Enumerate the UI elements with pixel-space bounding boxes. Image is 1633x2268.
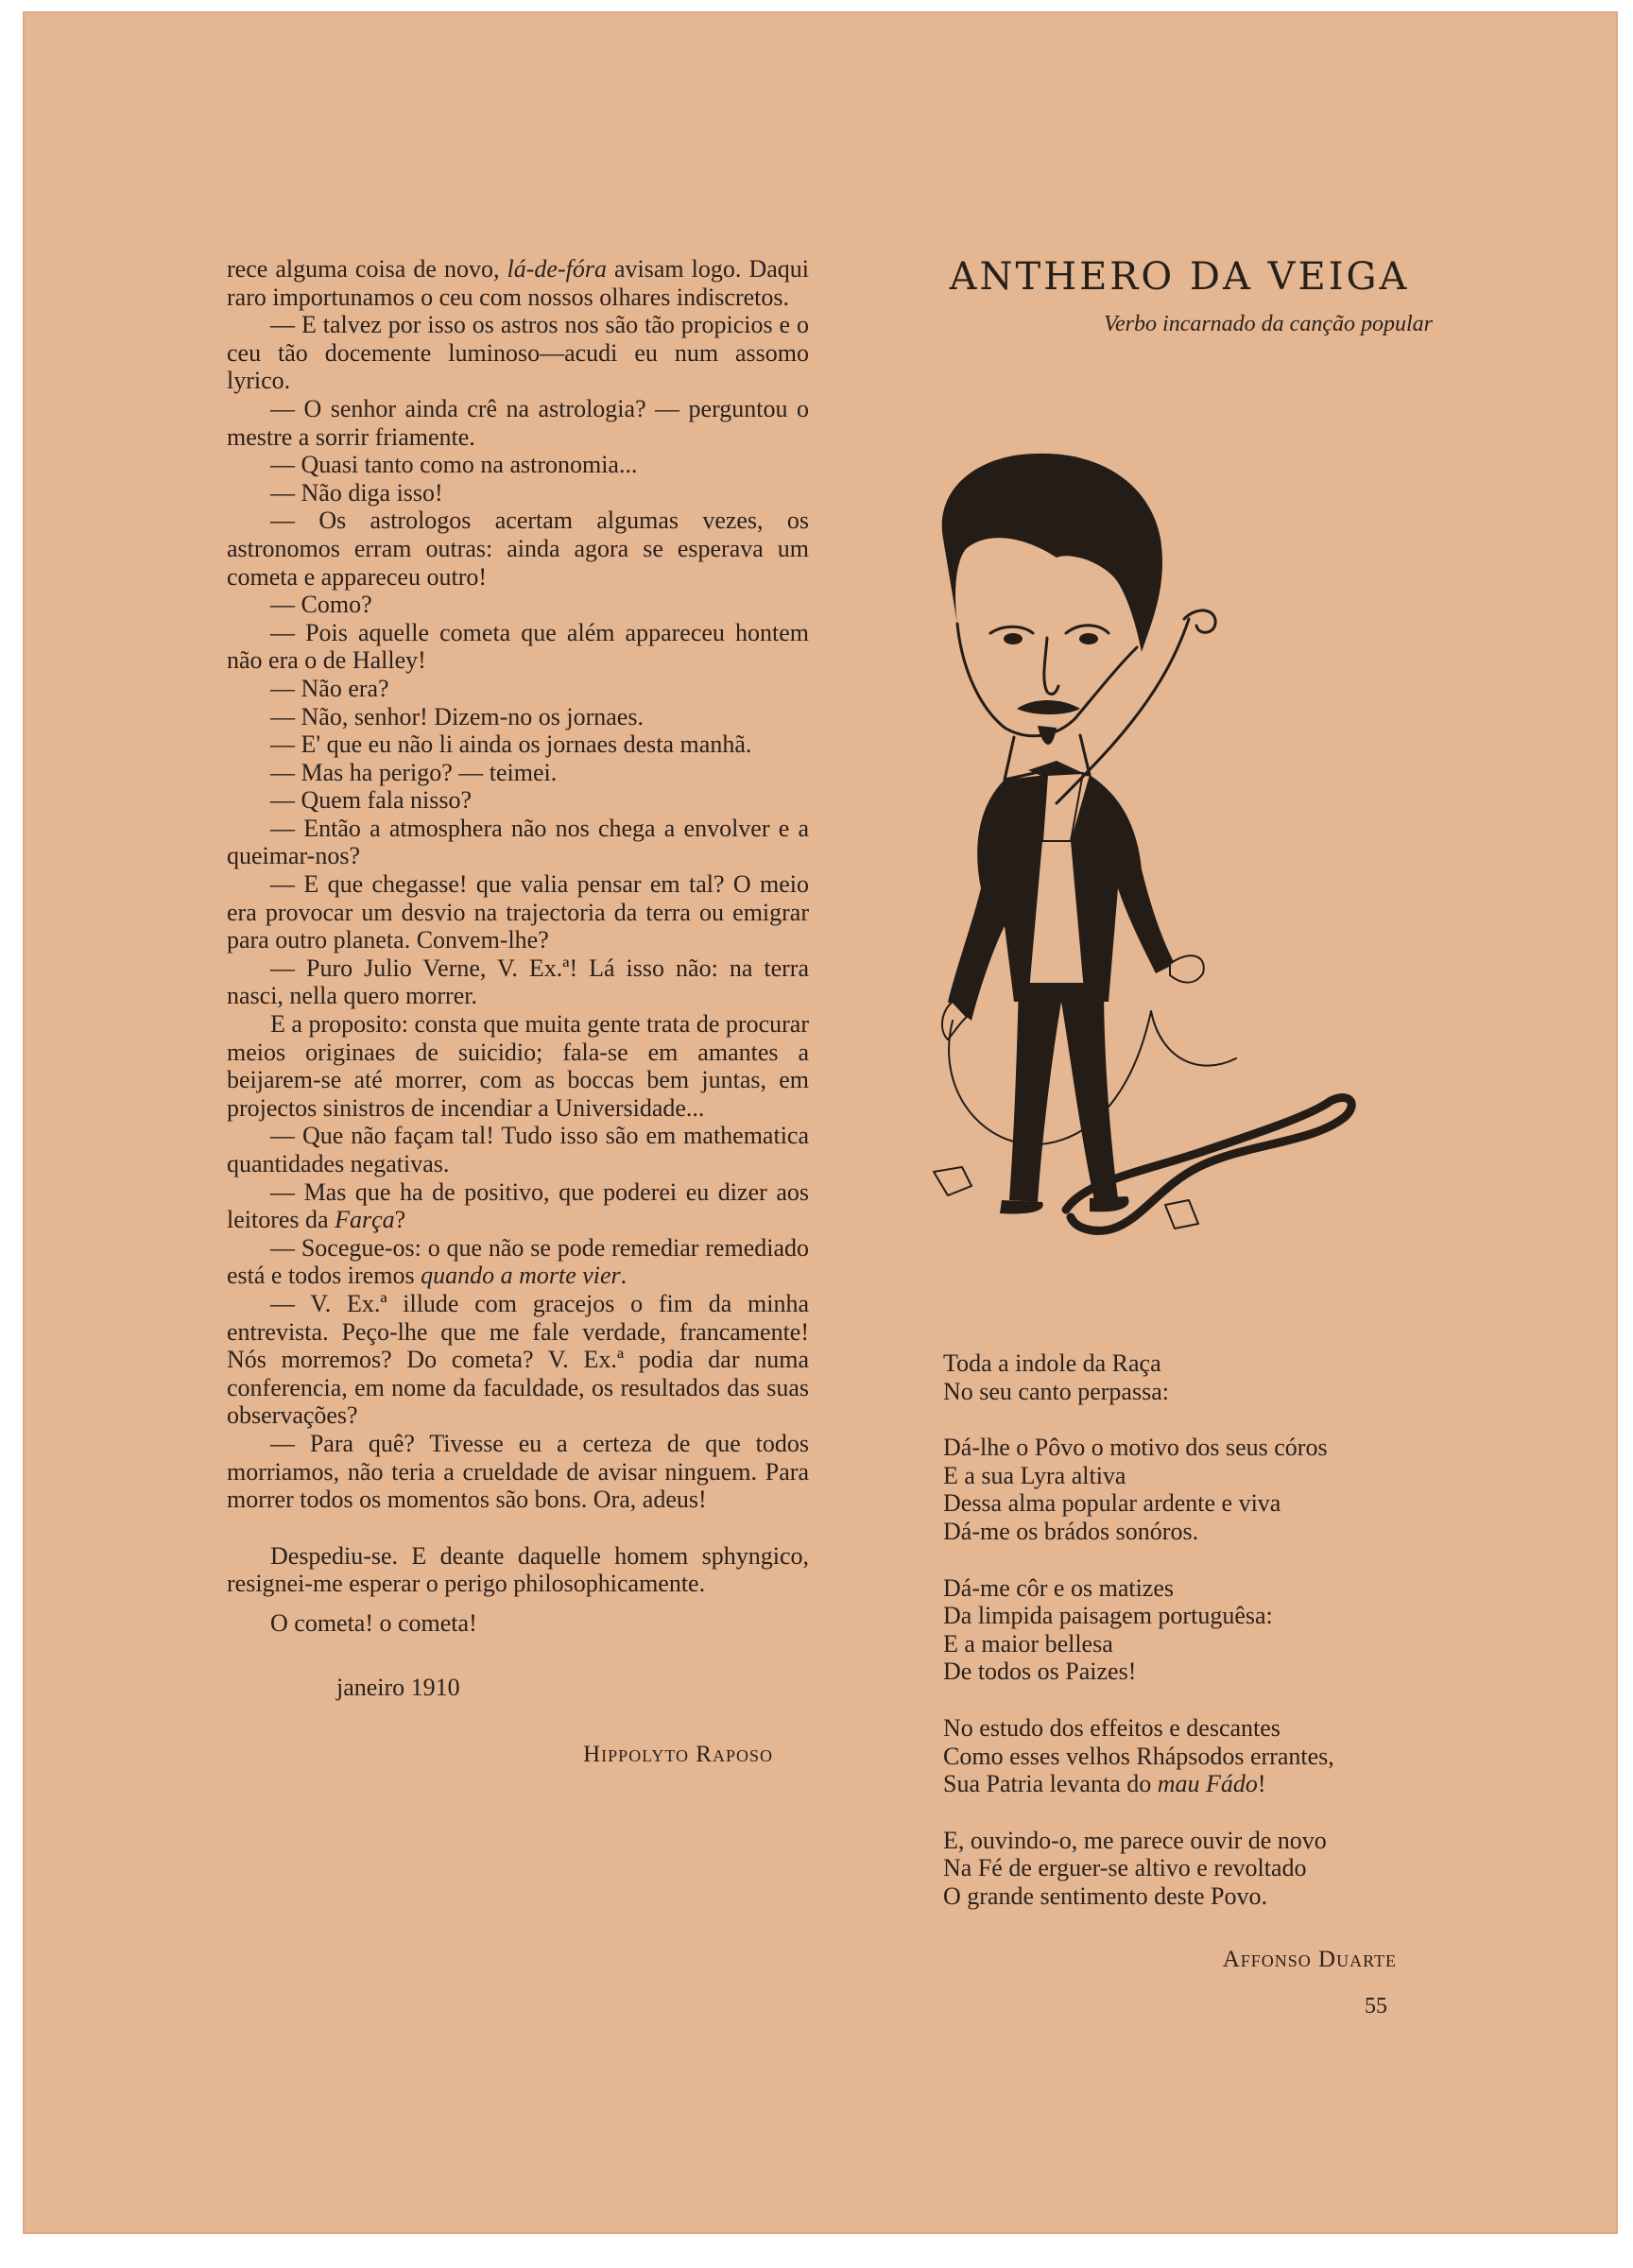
interview-paragraph: — Então a atmosphera não nos chega a envolver e a queimar-nos? xyxy=(227,814,809,870)
author-signature: Hippolyto Raposo xyxy=(583,1742,773,1768)
poem-column xyxy=(915,255,1444,2019)
poem-line: Dá-lhe o Pôvo o motivo dos seus córos xyxy=(943,1434,1328,1462)
left-shoe xyxy=(1000,1200,1043,1214)
poem-stanza xyxy=(943,1349,1453,1405)
poem-stanza xyxy=(943,1434,1453,1545)
interview-paragraph: — E que chegasse! que valia pensar em tal? O meio era provocar um desvio na trajectoria da terra ou emigrar para outro planeta. Convem-lhe? xyxy=(227,870,809,954)
right-pupil xyxy=(1079,633,1098,644)
interview-paragraph: — E' que eu não li ainda os jornaes desta manhã. xyxy=(270,730,752,759)
magazine-page xyxy=(23,11,1618,2234)
interview-paragraph: — Pois aquelle cometa que além appareceu hontem não era o de Halley! xyxy=(227,618,809,675)
poet-signature: Affonso Duarte xyxy=(1222,1947,1397,1972)
left-ribbon xyxy=(934,1167,971,1195)
interview-column xyxy=(227,255,809,1769)
poem-line: Da limpida paisagem portuguêsa: xyxy=(943,1602,1273,1630)
interview-paragraph: — Quem fala nisso? xyxy=(270,786,473,815)
interview-paragraph: — Puro Julio Verne, V. Ex.ª! Lá isso não: na terra nasci, nella quero morrer. xyxy=(227,954,809,1010)
poem-body xyxy=(943,1349,1453,1939)
moustache xyxy=(1017,700,1080,714)
interview-paragraph: — Quasi tanto como na astronomia... xyxy=(270,451,638,479)
goatee xyxy=(1038,726,1057,745)
poem-line: Toda a indole da Raça xyxy=(943,1349,1161,1377)
poem-subtitle: Verbo incarnado da canção popular xyxy=(1104,312,1433,336)
left-pupil xyxy=(1004,633,1023,644)
hair xyxy=(942,454,1162,652)
nose xyxy=(1044,638,1058,694)
interview-paragraph: — Não era? xyxy=(270,674,389,702)
poem-line: Sua Patria levanta do mau Fádo! xyxy=(943,1770,1266,1798)
exclamation-line: O cometa! o cometa! xyxy=(270,1608,477,1637)
poem-stanza xyxy=(943,1714,1453,1798)
poem-line: E a sua Lyra altiva xyxy=(943,1461,1126,1489)
poem-stanza xyxy=(943,1827,1453,1911)
interview-paragraph: — Não diga isso! xyxy=(270,478,443,507)
interview-paragraph: — V. Ex.ª illude com gracejos o fim da minha entrevista. Peço-lhe que me fale verdade, francamente! Nós morremos? Do cometa? V. Ex.ª podia dar numa conferencia, em nome da faculdade, os resultados das suas observações? xyxy=(227,1289,809,1430)
left-eye xyxy=(990,627,1033,633)
right-shoe xyxy=(1090,1196,1129,1211)
poem-line: Dessa alma popular ardente e viva xyxy=(943,1489,1281,1518)
interview-paragraph: rece alguma coisa de novo, lá-de-fóra avisam logo. Daqui raro importunamos o ceu com nossos olhares indiscretos. xyxy=(227,255,809,311)
interview-paragraph: — Que não façam tal! Tudo isso são em mathematica quantidades negativas. xyxy=(227,1122,809,1177)
poem-line: E, ouvindo-o, me parece ouvir de novo xyxy=(943,1826,1327,1854)
poem-line: E a maior bellesa xyxy=(943,1629,1113,1658)
page-number: 55 xyxy=(1365,1994,1387,2019)
date-line: janeiro 1910 xyxy=(336,1673,460,1701)
interview-paragraph: — Para quê? Tivesse eu a certeza de que todos morriamos, não teria a crueldade de avisar ninguem. Para morrer todos os momentos são bons. Ora, adeus! xyxy=(227,1429,809,1514)
interview-paragraph: — Como? xyxy=(270,591,372,619)
closing-paragraph: Despediu-se. E deante daquelle homem sphyngico, resignei-me esperar o perigo philosophicamente. xyxy=(227,1541,809,1598)
poem-line: Dá-me côr e os matizes xyxy=(943,1573,1175,1602)
poem-line: O grande sentimento deste Povo. xyxy=(943,1881,1267,1910)
poem-line: De todos os Paizes! xyxy=(943,1658,1137,1686)
poem-title: ANTHERO DA VEIGA xyxy=(949,255,1410,299)
poem-line: No seu canto perpassa: xyxy=(943,1377,1169,1405)
interview-paragraph: — Mas que ha de positivo, que poderei eu dizer aos leitores da Farça? xyxy=(227,1177,809,1234)
interview-paragraph: — Mas ha perigo? — teimei. xyxy=(270,758,558,786)
poem-line: Na Fé de erguer-se altivo e revoltado xyxy=(943,1854,1307,1882)
poem-line: No estudo dos effeitos e descantes xyxy=(943,1713,1281,1742)
caricature-illustration xyxy=(915,397,1444,1427)
interview-paragraph: — E talvez por isso os astros nos são tão propicios e o ceu tão docemente luminoso—acudi eu num assomo lyrico. xyxy=(227,311,809,395)
trousers xyxy=(1009,983,1118,1202)
interview-paragraph: — Os astrologos acertam algumas vezes, os astronomos erram outras: ainda agora se esperava um cometa e appareceu outro! xyxy=(227,507,809,591)
right-ribbon xyxy=(1165,1200,1198,1228)
interview-paragraph: E a proposito: consta que muita gente trata de procurar meios originaes de suicidio; fala-se em amantes a beijarem-se até morrer, com as boccas bem juntas, em projectos sinistros de incendiar a Universidade... xyxy=(227,1010,809,1122)
poem-line: Como esses velhos Rhápsodos errantes, xyxy=(943,1742,1334,1770)
poem-stanza xyxy=(943,1574,1453,1686)
interview-paragraph: — Não, senhor! Dizem-no os jornaes. xyxy=(270,702,644,730)
right-hand xyxy=(1170,955,1204,982)
interview-paragraph: — Socegue-os: o que não se pode remediar remediado está e todos iremos quando a morte vier. xyxy=(227,1233,809,1290)
poem-line: Dá-me os brádos sonóros. xyxy=(943,1517,1199,1545)
coat-right xyxy=(1071,775,1175,1002)
right-eye xyxy=(1066,626,1109,633)
interview-paragraph: — O senhor ainda crê na astrologia? — perguntou o mestre a sorrir friamente. xyxy=(227,394,809,451)
